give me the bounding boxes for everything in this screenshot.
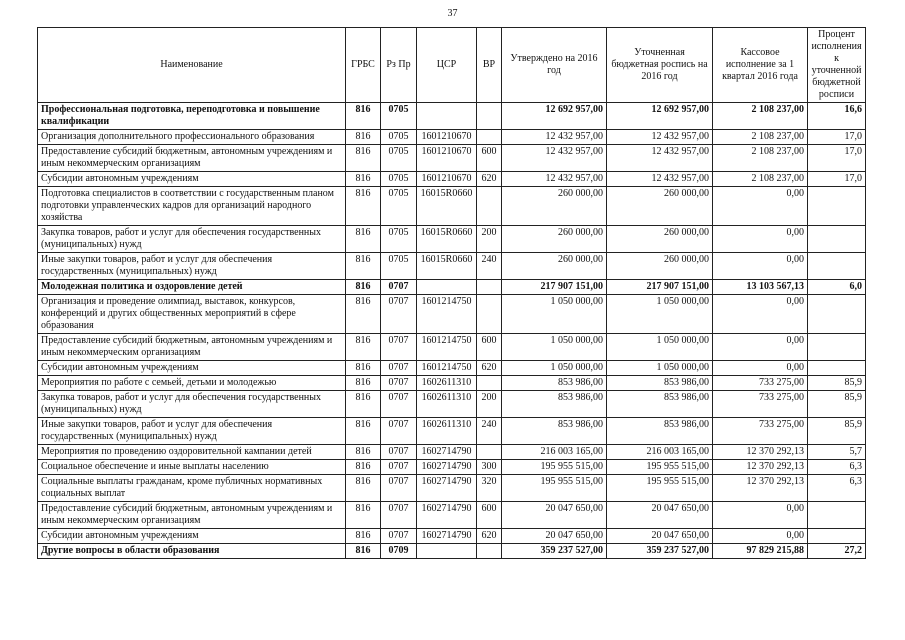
table-row xyxy=(38,103,866,130)
row-grbs: 816 xyxy=(346,334,381,361)
row-cash: 0,00 xyxy=(713,295,808,334)
table-row xyxy=(38,475,866,502)
row-name: Закупка товаров, работ и услуг для обеспечения государственных (муниципальных) нужд xyxy=(38,391,346,418)
row-vr: 600 xyxy=(477,502,502,529)
row-approved: 195 955 515,00 xyxy=(502,460,607,475)
row-specified: 260 000,00 xyxy=(607,226,713,253)
row-rz-pr: 0705 xyxy=(381,145,417,172)
row-rz-pr: 0707 xyxy=(381,361,417,376)
row-percent: 5,7 xyxy=(808,445,866,460)
row-grbs: 816 xyxy=(346,280,381,295)
row-rz-pr: 0707 xyxy=(381,502,417,529)
row-name: Мероприятия по проведению оздоровительной кампании детей xyxy=(38,445,346,460)
row-cash: 12 370 292,13 xyxy=(713,445,808,460)
row-cash: 733 275,00 xyxy=(713,418,808,445)
table-row xyxy=(38,172,866,187)
row-vr: 300 xyxy=(477,460,502,475)
row-csr: 1602714790 xyxy=(417,502,477,529)
row-rz-pr: 0707 xyxy=(381,475,417,502)
row-approved: 12 432 957,00 xyxy=(502,130,607,145)
row-grbs: 816 xyxy=(346,361,381,376)
row-vr xyxy=(477,376,502,391)
table-row xyxy=(38,376,866,391)
row-name: Предоставление субсидий бюджетным, автономным учреждениям и иным некоммерческим организациям xyxy=(38,502,346,529)
row-specified: 260 000,00 xyxy=(607,253,713,280)
row-percent xyxy=(808,226,866,253)
table-row xyxy=(38,145,866,172)
row-vr xyxy=(477,544,502,559)
row-csr xyxy=(417,280,477,295)
row-vr: 620 xyxy=(477,361,502,376)
row-cash: 12 370 292,13 xyxy=(713,475,808,502)
row-percent: 17,0 xyxy=(808,145,866,172)
row-vr: 620 xyxy=(477,529,502,544)
row-name: Закупка товаров, работ и услуг для обеспечения государственных (муниципальных) нужд xyxy=(38,226,346,253)
row-approved: 195 955 515,00 xyxy=(502,475,607,502)
row-rz-pr: 0709 xyxy=(381,544,417,559)
row-name: Социальное обеспечение и иные выплаты населению xyxy=(38,460,346,475)
row-rz-pr: 0705 xyxy=(381,130,417,145)
row-approved: 12 692 957,00 xyxy=(502,103,607,130)
row-vr: 320 xyxy=(477,475,502,502)
row-vr xyxy=(477,103,502,130)
table-row xyxy=(38,295,866,334)
row-rz-pr: 0707 xyxy=(381,529,417,544)
row-specified: 20 047 650,00 xyxy=(607,502,713,529)
row-specified: 260 000,00 xyxy=(607,187,713,226)
row-vr: 240 xyxy=(477,418,502,445)
row-name: Организация и проведение олимпиад, выставок, конкурсов, конференций и других общественных мероприятий в сфере образования xyxy=(38,295,346,334)
table-row xyxy=(38,361,866,376)
row-percent: 17,0 xyxy=(808,172,866,187)
row-percent xyxy=(808,502,866,529)
budget-table xyxy=(37,27,866,559)
row-cash: 12 370 292,13 xyxy=(713,460,808,475)
row-csr: 16015R0660 xyxy=(417,187,477,226)
row-specified: 1 050 000,00 xyxy=(607,361,713,376)
row-percent: 6,0 xyxy=(808,280,866,295)
row-vr: 620 xyxy=(477,172,502,187)
row-specified: 195 955 515,00 xyxy=(607,460,713,475)
row-csr: 1602611310 xyxy=(417,418,477,445)
row-approved: 853 986,00 xyxy=(502,391,607,418)
row-approved: 359 237 527,00 xyxy=(502,544,607,559)
row-cash: 0,00 xyxy=(713,361,808,376)
col-header-grbs: ГРБС xyxy=(346,28,381,103)
row-rz-pr: 0707 xyxy=(381,445,417,460)
table-row xyxy=(38,445,866,460)
row-rz-pr: 0707 xyxy=(381,295,417,334)
row-rz-pr: 0707 xyxy=(381,376,417,391)
row-approved: 260 000,00 xyxy=(502,226,607,253)
row-vr xyxy=(477,295,502,334)
row-name: Профессиональная подготовка, переподготовка и повышение квалификации xyxy=(38,103,346,130)
row-csr: 1601210670 xyxy=(417,172,477,187)
row-rz-pr: 0707 xyxy=(381,460,417,475)
row-specified: 195 955 515,00 xyxy=(607,475,713,502)
row-percent xyxy=(808,529,866,544)
row-percent: 6,3 xyxy=(808,475,866,502)
row-percent xyxy=(808,334,866,361)
row-csr: 1602714790 xyxy=(417,475,477,502)
row-csr: 1601214750 xyxy=(417,361,477,376)
row-cash: 0,00 xyxy=(713,334,808,361)
row-vr: 240 xyxy=(477,253,502,280)
row-cash: 733 275,00 xyxy=(713,391,808,418)
row-rz-pr: 0707 xyxy=(381,391,417,418)
row-specified: 853 986,00 xyxy=(607,376,713,391)
row-csr: 1602611310 xyxy=(417,391,477,418)
row-approved: 12 432 957,00 xyxy=(502,172,607,187)
row-approved: 217 907 151,00 xyxy=(502,280,607,295)
row-csr: 16015R0660 xyxy=(417,226,477,253)
row-vr xyxy=(477,187,502,226)
col-header-cash: Кассовое исполнение за 1 квартал 2016 года xyxy=(713,28,808,103)
row-rz-pr: 0705 xyxy=(381,253,417,280)
row-name: Предоставление субсидий бюджетным, автономным учреждениям и иным некоммерческим организациям xyxy=(38,334,346,361)
col-header-csr: ЦСР xyxy=(417,28,477,103)
row-cash: 0,00 xyxy=(713,502,808,529)
row-grbs: 816 xyxy=(346,529,381,544)
row-percent xyxy=(808,361,866,376)
row-percent: 6,3 xyxy=(808,460,866,475)
table-header-row xyxy=(38,28,866,103)
row-grbs: 816 xyxy=(346,418,381,445)
row-csr: 1602714790 xyxy=(417,445,477,460)
row-vr: 600 xyxy=(477,334,502,361)
row-percent xyxy=(808,187,866,226)
table-row xyxy=(38,334,866,361)
row-cash: 733 275,00 xyxy=(713,376,808,391)
row-cash: 0,00 xyxy=(713,187,808,226)
table-row xyxy=(38,460,866,475)
row-vr xyxy=(477,280,502,295)
row-percent xyxy=(808,253,866,280)
row-approved: 20 047 650,00 xyxy=(502,502,607,529)
row-specified: 12 692 957,00 xyxy=(607,103,713,130)
row-rz-pr: 0705 xyxy=(381,103,417,130)
col-header-approved: Утверждено на 2016 год xyxy=(502,28,607,103)
row-cash: 0,00 xyxy=(713,226,808,253)
row-name: Иные закупки товаров, работ и услуг для обеспечения государственных (муниципальных) нужд xyxy=(38,418,346,445)
row-specified: 20 047 650,00 xyxy=(607,529,713,544)
row-name: Социальные выплаты гражданам, кроме публичных нормативных социальных выплат xyxy=(38,475,346,502)
row-name: Мероприятия по работе с семьей, детьми и молодежью xyxy=(38,376,346,391)
row-specified: 217 907 151,00 xyxy=(607,280,713,295)
row-approved: 20 047 650,00 xyxy=(502,529,607,544)
table-row xyxy=(38,130,866,145)
row-cash: 0,00 xyxy=(713,529,808,544)
row-grbs: 816 xyxy=(346,103,381,130)
row-approved: 216 003 165,00 xyxy=(502,445,607,460)
row-approved: 1 050 000,00 xyxy=(502,295,607,334)
row-name: Субсидии автономным учреждениям xyxy=(38,529,346,544)
page-number: 37 xyxy=(447,8,458,19)
row-name: Иные закупки товаров, работ и услуг для обеспечения государственных (муниципальных) нужд xyxy=(38,253,346,280)
row-grbs: 816 xyxy=(346,544,381,559)
row-specified: 12 432 957,00 xyxy=(607,145,713,172)
table-row xyxy=(38,502,866,529)
row-rz-pr: 0707 xyxy=(381,280,417,295)
row-grbs: 816 xyxy=(346,460,381,475)
row-csr: 1602714790 xyxy=(417,460,477,475)
row-rz-pr: 0707 xyxy=(381,418,417,445)
row-percent: 85,9 xyxy=(808,376,866,391)
row-csr xyxy=(417,544,477,559)
row-csr: 1601210670 xyxy=(417,130,477,145)
row-vr xyxy=(477,445,502,460)
row-approved: 853 986,00 xyxy=(502,418,607,445)
col-header-percent: Процент исполнения к уточненной бюджетной росписи xyxy=(808,28,866,103)
row-grbs: 816 xyxy=(346,502,381,529)
row-cash: 2 108 237,00 xyxy=(713,103,808,130)
row-percent: 17,0 xyxy=(808,130,866,145)
row-specified: 853 986,00 xyxy=(607,391,713,418)
row-name: Организация дополнительного профессионального образования xyxy=(38,130,346,145)
table-row xyxy=(38,544,866,559)
col-header-name: Наименование xyxy=(38,28,346,103)
row-csr: 1601214750 xyxy=(417,295,477,334)
col-header-vr: ВР xyxy=(477,28,502,103)
row-csr: 1601210670 xyxy=(417,145,477,172)
table-row xyxy=(38,391,866,418)
row-rz-pr: 0705 xyxy=(381,187,417,226)
row-percent xyxy=(808,295,866,334)
row-csr: 1601214750 xyxy=(417,334,477,361)
row-name: Молодежная политика и оздоровление детей xyxy=(38,280,346,295)
row-cash: 2 108 237,00 xyxy=(713,172,808,187)
row-grbs: 816 xyxy=(346,391,381,418)
row-specified: 216 003 165,00 xyxy=(607,445,713,460)
row-cash: 2 108 237,00 xyxy=(713,145,808,172)
table-row xyxy=(38,529,866,544)
row-cash: 2 108 237,00 xyxy=(713,130,808,145)
table-row xyxy=(38,226,866,253)
row-name: Подготовка специалистов в соответствии с государственным планом подготовки управленческих кадров для организаций народного хозяйства xyxy=(38,187,346,226)
row-approved: 260 000,00 xyxy=(502,187,607,226)
row-csr xyxy=(417,103,477,130)
row-grbs: 816 xyxy=(346,172,381,187)
row-csr: 1602714790 xyxy=(417,529,477,544)
row-approved: 260 000,00 xyxy=(502,253,607,280)
row-grbs: 816 xyxy=(346,253,381,280)
row-approved: 1 050 000,00 xyxy=(502,334,607,361)
row-name: Субсидии автономным учреждениям xyxy=(38,172,346,187)
row-vr: 200 xyxy=(477,391,502,418)
row-specified: 1 050 000,00 xyxy=(607,295,713,334)
row-vr xyxy=(477,130,502,145)
row-cash: 97 829 215,88 xyxy=(713,544,808,559)
row-name: Предоставление субсидий бюджетным, автономным учреждениям и иным некоммерческим организациям xyxy=(38,145,346,172)
row-approved: 853 986,00 xyxy=(502,376,607,391)
row-approved: 1 050 000,00 xyxy=(502,361,607,376)
row-approved: 12 432 957,00 xyxy=(502,145,607,172)
row-grbs: 816 xyxy=(346,130,381,145)
row-cash: 0,00 xyxy=(713,253,808,280)
row-grbs: 816 xyxy=(346,226,381,253)
col-header-specified: Уточненная бюджетная роспись на 2016 год xyxy=(607,28,713,103)
row-name: Другие вопросы в области образования xyxy=(38,544,346,559)
row-specified: 853 986,00 xyxy=(607,418,713,445)
row-vr: 200 xyxy=(477,226,502,253)
row-grbs: 816 xyxy=(346,445,381,460)
col-header-rz-pr: Рз Пр xyxy=(381,28,417,103)
row-specified: 12 432 957,00 xyxy=(607,172,713,187)
row-specified: 359 237 527,00 xyxy=(607,544,713,559)
row-cash: 13 103 567,13 xyxy=(713,280,808,295)
table-row xyxy=(38,253,866,280)
row-percent: 85,9 xyxy=(808,391,866,418)
row-grbs: 816 xyxy=(346,376,381,391)
row-rz-pr: 0705 xyxy=(381,172,417,187)
row-rz-pr: 0705 xyxy=(381,226,417,253)
row-specified: 12 432 957,00 xyxy=(607,130,713,145)
row-grbs: 816 xyxy=(346,145,381,172)
table-row xyxy=(38,418,866,445)
table-row xyxy=(38,280,866,295)
row-specified: 1 050 000,00 xyxy=(607,334,713,361)
row-percent: 85,9 xyxy=(808,418,866,445)
table-row xyxy=(38,187,866,226)
row-vr: 600 xyxy=(477,145,502,172)
row-csr: 16015R0660 xyxy=(417,253,477,280)
row-csr: 1602611310 xyxy=(417,376,477,391)
row-grbs: 816 xyxy=(346,475,381,502)
row-percent: 27,2 xyxy=(808,544,866,559)
row-name: Субсидии автономным учреждениям xyxy=(38,361,346,376)
row-grbs: 816 xyxy=(346,187,381,226)
row-grbs: 816 xyxy=(346,295,381,334)
row-percent: 16,6 xyxy=(808,103,866,130)
row-rz-pr: 0707 xyxy=(381,334,417,361)
